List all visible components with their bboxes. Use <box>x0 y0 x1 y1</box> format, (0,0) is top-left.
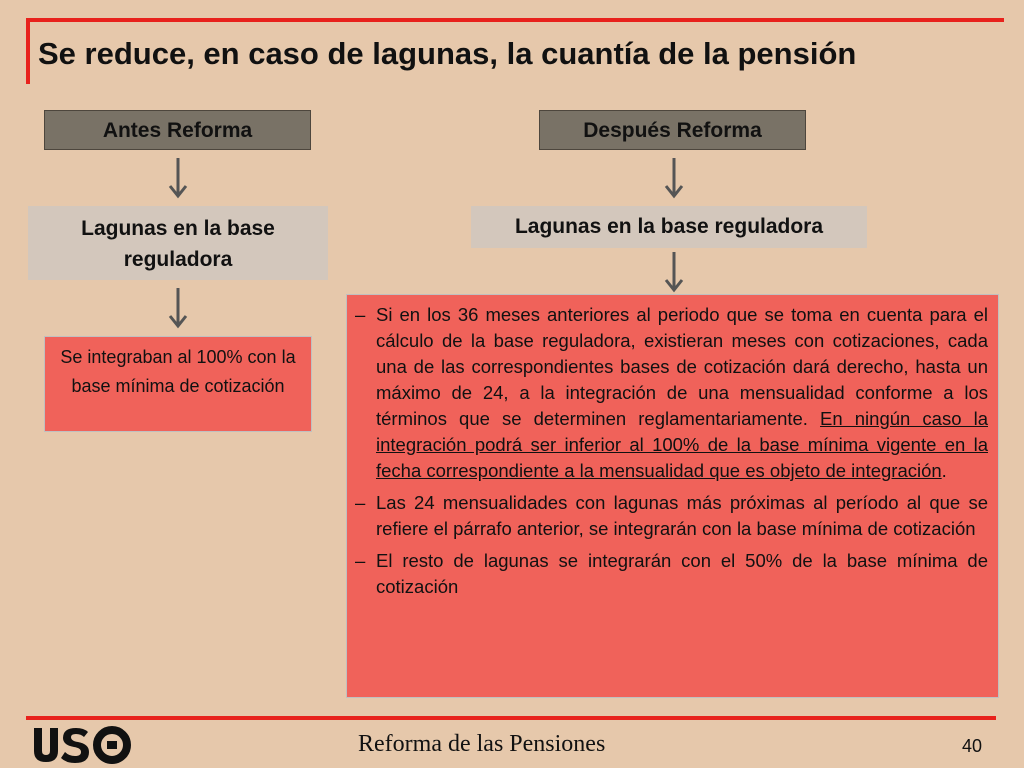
uso-logo-icon <box>30 724 134 766</box>
box-result-antes: Se integraban al 100% con la base mínima de cotización <box>44 336 312 432</box>
box-result-despues <box>346 294 999 698</box>
left-rule <box>26 18 30 84</box>
arrow-down-icon <box>168 156 188 200</box>
list-item <box>355 548 988 600</box>
bullet-text: Si en los 36 meses anteriores al periodo que se toma en cuenta para el cálculo de la base reguladora, existieran meses con cotizaciones, cada una de las correspondientes bases de cotización dará derecho, hasta un máximo de 24, a la integración de una mensualidad conforme a los términos que se determinen reglamentariamente. <box>376 304 988 429</box>
footer-title: Reforma de las Pensiones <box>358 731 606 757</box>
top-rule <box>26 18 1004 22</box>
list-item <box>355 490 988 542</box>
arrow-down-icon <box>168 286 188 330</box>
dash-bullet-icon: – <box>355 492 366 513</box>
dash-bullet-icon: – <box>355 550 366 571</box>
dash-bullet-icon: – <box>355 304 366 325</box>
arrow-down-icon <box>664 156 684 200</box>
bottom-rule <box>26 716 996 720</box>
bullet-text: El resto de lagunas se integrarán con el 50% de la base mínima de cotización <box>376 550 988 597</box>
arrow-down-icon <box>664 250 684 294</box>
bullet-tail: . <box>941 460 947 481</box>
box-lagunas-antes: Lagunas en la base reguladora <box>28 206 328 280</box>
list-item <box>355 302 988 484</box>
bullet-list <box>355 302 988 600</box>
page-number: 40 <box>962 736 983 756</box>
bullet-underlined-text: En ningún caso la integración podrá ser inferior al 100% de la base mínima vigente en la fecha correspondiente a la mensualidad que es objeto de integración <box>376 408 988 481</box>
bullet-text: Las 24 mensualidades con lagunas más próximas al período al que se refiere el párrafo anterior, se integrarán con la base mínima de cotización <box>376 492 988 539</box>
box-lagunas-despues: Lagunas en la base reguladora <box>471 206 867 248</box>
slide-title: Se reduce, en caso de lagunas, la cuantía de la pensión <box>38 36 857 71</box>
header-despues-reforma: Después Reforma <box>539 110 806 150</box>
header-antes-reforma: Antes Reforma <box>44 110 311 150</box>
